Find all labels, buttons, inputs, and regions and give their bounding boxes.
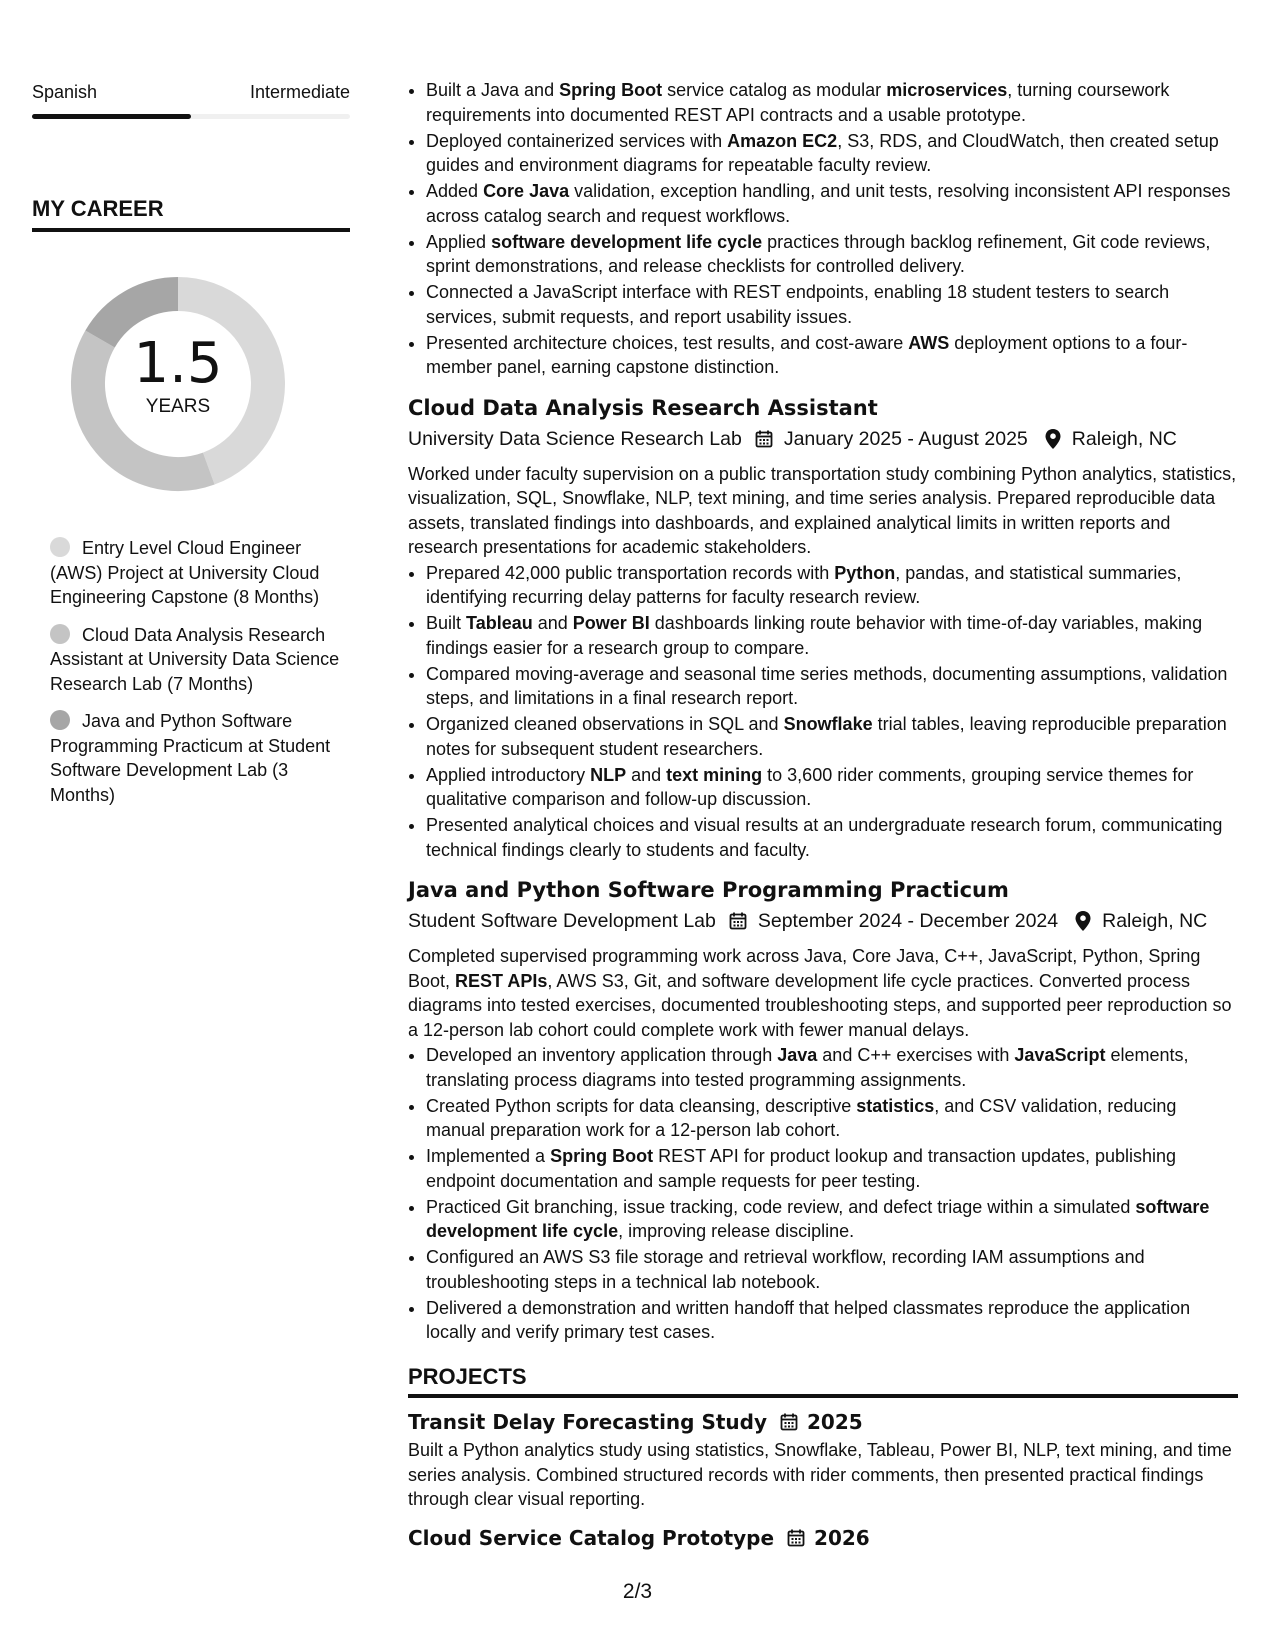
job-dates: September 2024 - December 2024 <box>757 910 1059 932</box>
bullet-item: • Developed an inventory application through Java and C++ exercises with JavaScript elements, translating process diagrams into tested programming assignments. <box>426 1043 1238 1092</box>
legend-label: Cloud Data Analysis Research Assistant at University Data Science Research Lab (7 Months) <box>50 624 340 694</box>
legend-swatch <box>50 537 70 557</box>
career-total-unit: YEARS <box>145 396 211 417</box>
experience-bullet-list <box>408 78 1238 380</box>
project-name: Transit Delay Forecasting Study <box>408 1410 767 1434</box>
project-entry <box>408 1408 1238 1512</box>
bullet-item: • Practiced Git branching, issue tracking, code review, and defect triage within a simulated software development life cycle, improving release discipline. <box>426 1195 1238 1244</box>
project-year: 2026 <box>814 1525 870 1550</box>
calendar-icon <box>728 911 748 931</box>
job-title: Cloud Data Analysis Research Assistant <box>408 395 878 420</box>
legend-swatch <box>50 710 70 730</box>
job-location: Raleigh, NC <box>1102 910 1208 932</box>
bullet-item: • Organized cleaned observations in SQL and Snowflake trial tables, leaving reproducible preparation notes for subsequent student researchers. <box>426 712 1238 761</box>
calendar-icon <box>786 1528 806 1548</box>
project-title-row <box>408 1408 1238 1436</box>
bullet-item: • Built a Java and Spring Boot service catalog as modular microservices, turning coursework requirements into documented REST API contracts and a usable prototype. <box>426 78 1238 127</box>
job-org: Student Software Development Lab <box>408 910 716 932</box>
legend-item <box>50 536 340 610</box>
bullet-item: • Prepared 42,000 public transportation records with Python, pandas, and statistical summaries, identifying recurring delay patterns for faculty research review. <box>426 561 1238 610</box>
project-title-row <box>408 1524 1238 1552</box>
experience-entry <box>408 394 1238 863</box>
experience-list <box>408 394 1238 1345</box>
job-description: Completed supervised programming work across Java, Core Java, C++, JavaScript, Python, Spring Boot, REST APIs, AWS S3, Git, and software development life cycle practices. Converted process diagrams into tested exercises, documented troubleshooting steps, and supported peer reproduction so a 12-person lab cohort could complete work with fewer manual delays. <box>408 946 1232 1040</box>
bullet-item: • Presented analytical choices and visual results at an undergraduate research forum, communicating technical findings clearly to students and faculty. <box>426 813 1238 862</box>
bullet-item: • Presented architecture choices, test results, and cost-aware AWS deployment options to a four-member panel, earning capstone distinction. <box>426 331 1238 380</box>
job-description: Worked under faculty supervision on a public transportation study combining Python analytics, statistics, visualization, SQL, Snowflake, NLP, text mining, and time series analysis. Prepared reproducible data assets, translated findings into dashboards, and explained analytical limits in written reports and research presentations for academic stakeholders. <box>408 463 1237 557</box>
language-proficiency-bar <box>32 114 350 119</box>
legend-swatch <box>50 624 70 644</box>
bullet-item: • Connected a JavaScript interface with REST endpoints, enabling 18 student testers to search services, submit requests, and report usability issues. <box>426 280 1238 329</box>
page-number: 2/3 <box>622 1580 653 1603</box>
language-row <box>32 82 350 103</box>
career-section-title: MY CAREER <box>32 196 350 232</box>
bullet-item: • Applied software development life cycle practices through backlog refinement, Git code reviews, sprint demonstrations, and release checklists for controlled delivery. <box>426 230 1238 279</box>
job-org: University Data Science Research Lab <box>408 427 742 450</box>
job-location: Raleigh, NC <box>1071 427 1177 450</box>
project-name: Cloud Service Catalog Prototype <box>408 1525 775 1550</box>
map-pin-icon <box>1074 910 1092 932</box>
career-total-value: 1.5 <box>133 331 223 396</box>
career-donut-chart <box>64 270 292 498</box>
legend-item <box>50 623 340 697</box>
experience-entry <box>408 876 1238 1345</box>
right-column <box>408 78 1238 1552</box>
career-legend <box>50 536 340 820</box>
job-dates: January 2025 - August 2025 <box>783 427 1028 450</box>
bullet-item: • Applied introductory NLP and text mining to 3,600 rider comments, grouping service themes for qualitative comparison and follow-up discussion. <box>426 763 1238 812</box>
language-name: Spanish <box>32 82 98 102</box>
legend-label: Java and Python Software Programming Practicum at Student Software Development Lab (3 Months) <box>50 711 331 805</box>
bullet-item: • Delivered a demonstration and written handoff that helped classmates reproduce the application locally and verify primary test cases. <box>426 1296 1238 1345</box>
legend-label: Entry Level Cloud Engineer (AWS) Project at University Cloud Engineering Capstone (8 Months) <box>50 538 320 607</box>
language-level: Intermediate <box>249 82 350 102</box>
project-entry <box>408 1524 1238 1552</box>
projects-section-title: PROJECTS <box>408 1365 1238 1399</box>
language-proficiency-fill <box>32 114 191 119</box>
projects-list <box>408 1408 1238 1552</box>
map-pin-icon <box>1044 428 1062 450</box>
bullet-item: • Deployed containerized services with Amazon EC2, S3, RDS, and CloudWatch, then created setup guides and environment diagrams for repeatable faculty review. <box>426 129 1238 178</box>
calendar-icon <box>754 429 774 449</box>
bullet-item: • Configured an AWS S3 file storage and retrieval workflow, recording IAM assumptions and troubleshooting steps in a technical lab notebook. <box>426 1245 1238 1294</box>
job-meta <box>408 425 1238 453</box>
bullet-item: • Compared moving-average and seasonal time series methods, documenting assumptions, validation steps, and limitations in a final research report. <box>426 662 1238 711</box>
job-bullet-list <box>408 1043 1238 1345</box>
job-title: Java and Python Software Programming Practicum <box>408 878 1009 902</box>
bullet-item: • Added Core Java validation, exception handling, and unit tests, resolving inconsistent API responses across catalog search and request workflows. <box>426 179 1238 228</box>
calendar-icon <box>779 1412 799 1432</box>
project-description: Built a Python analytics study using statistics, Snowflake, Tableau, Power BI, NLP, text mining, and time series analysis. Combined structured records with rider comments, then presented practical findings through clear visual reporting. <box>408 1440 1232 1509</box>
bullet-item: • Created Python scripts for data cleansing, descriptive statistics, and CSV validation, reducing manual preparation work for a 12-person lab cohort. <box>426 1094 1238 1143</box>
bullet-item: • Implemented a Spring Boot REST API for product lookup and transaction updates, publishing endpoint documentation and sample requests for peer testing. <box>426 1144 1238 1193</box>
legend-item <box>50 709 340 807</box>
job-bullet-list <box>408 561 1238 863</box>
bullet-item: • Built Tableau and Power BI dashboards linking route behavior with time-of-day variables, making findings easier for a research group to compare. <box>426 611 1238 660</box>
job-meta <box>408 907 1238 935</box>
project-year: 2025 <box>807 1410 863 1434</box>
